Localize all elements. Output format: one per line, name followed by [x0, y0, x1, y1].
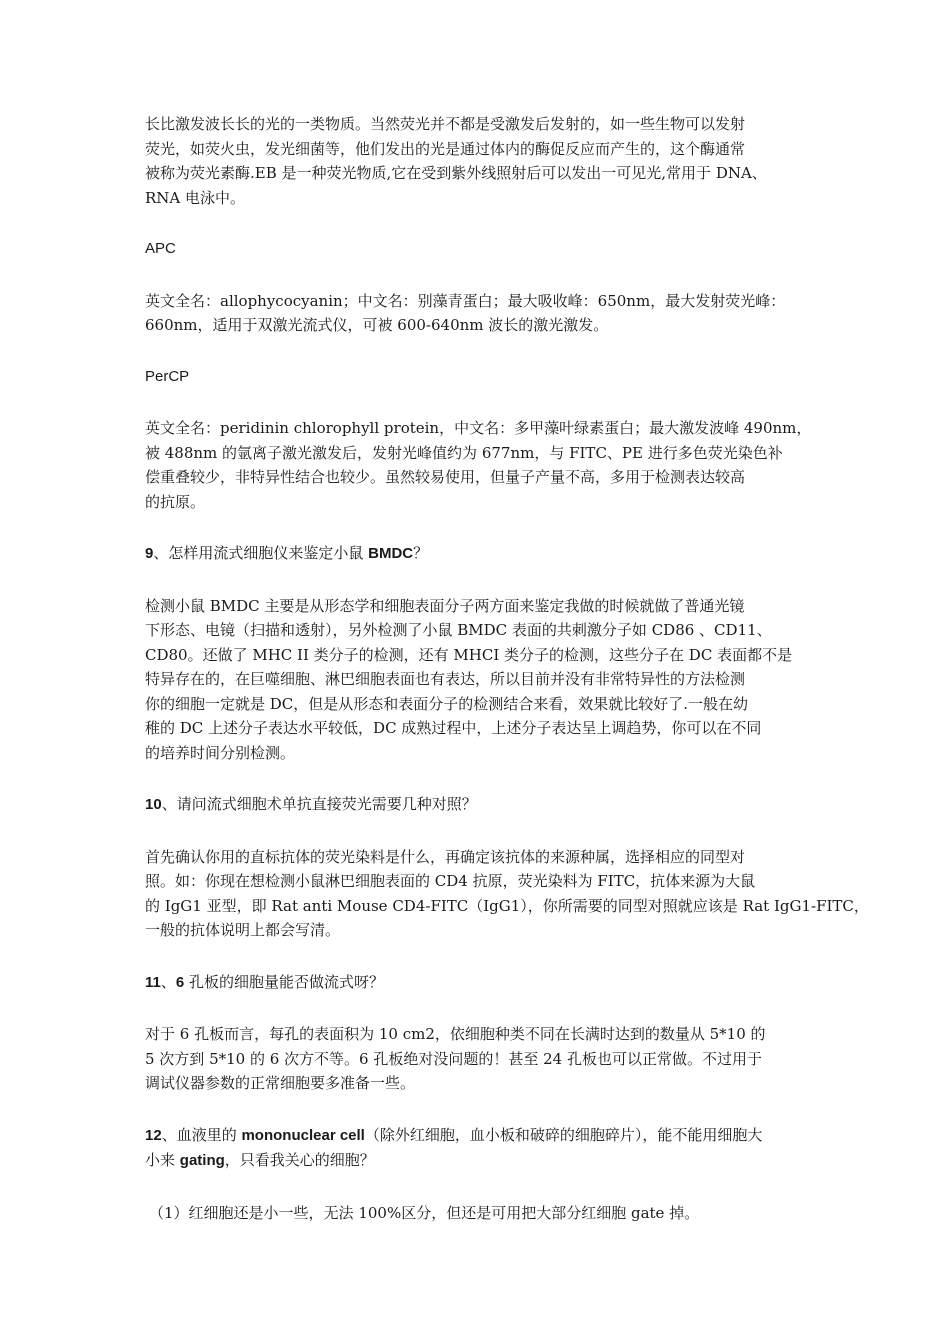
text-line: 的抗原。: [145, 492, 206, 511]
text-line: 照。如：你现在想检测小鼠淋巴细胞表面的 CD4 抗原，荧光染料为 FITC，抗体来源为大鼠: [145, 872, 756, 890]
text-line: 首先确认你用的直标抗体的荧光染料是什么，再确定该抗体的来源种属，选择相应的同型对: [145, 847, 746, 866]
text-line: 一般的抗体说明上都会写清。: [145, 921, 341, 939]
question-text: 小来: [145, 1151, 180, 1169]
question-term: 6: [175, 973, 185, 991]
text-line: 特异存在的，在巨噬细胞、淋巴细胞表面也有表达，所以目前并没有非常特异性的方法检测: [145, 670, 746, 688]
text-line: [145, 1148, 810, 1174]
question-term: mononuclear cell: [241, 1126, 365, 1144]
question-12-heading: [145, 1123, 810, 1174]
paragraph-answer-9: [145, 594, 810, 766]
document-page: [145, 112, 869, 1252]
question-text: 、请问流式细胞术单抗直接荧光需要几种对照？: [161, 795, 477, 813]
text-line: 的 IgG1 亚型，即 Rat anti Mouse CD4-FITC（IgG1），你所需要的同型对照就应该是 Rat IgG1-FITC，: [145, 896, 869, 915]
question-text: （除外红细胞，血小板和破碎的细胞碎片），能不能用细胞大: [364, 1125, 763, 1144]
question-end: 孔板的细胞量能否做流式呀？: [184, 972, 384, 991]
text-line: 检测小鼠 BMDC 主要是从形态学和细胞表面分子两方面来鉴定我做的时候就做了普通光镜: [145, 596, 745, 615]
question-number: 10: [145, 796, 162, 813]
text-line: 英文全名：allophycocyanin；中文名：别藻青蛋白；最大吸收峰：650nm，最大发射荧光峰：: [145, 291, 786, 310]
text-line: 被称为荧光素酶.EB 是一种荧光物质,它在受到紫外线照射后可以发出一可见光,常用于 DNA、: [145, 164, 767, 182]
question-number: 12: [145, 1126, 162, 1144]
question-11-heading: [145, 970, 810, 996]
text-line: 调试仪器参数的正常细胞要多准备一些。: [145, 1074, 416, 1092]
text-line: 英文全名：peridinin chlorophyll protein，中文名：多甲藻叶绿素蛋白；最大激发波峰 490nm，: [145, 419, 812, 437]
text-line: [145, 1123, 810, 1149]
question-text: 、: [160, 972, 176, 991]
section-label-apc: APC: [145, 240, 176, 257]
text-line: 荧光，如荧火虫，发光细菌等，他们发出的光是通过体内的酶促反应而产生的，这个酶通常: [145, 139, 746, 158]
section-label-percp: PerCP: [145, 367, 190, 385]
text-line: 5 次方到 5*10 的 6 次方不等。6 孔板绝对没问题的！甚至 24 孔板也可以正常做。不过用于: [145, 1049, 762, 1068]
text-line: 你的细胞一定就是 DC，但是从形态和表面分子的检测结合来看，效果就比较好了.一般在幼: [145, 694, 749, 713]
question-term: BMDC: [368, 545, 414, 562]
paragraph-percp: [145, 416, 810, 514]
question-number: 9: [145, 545, 154, 562]
text-line: 下形态、电镜（扫描和透射），另外检测了小鼠 BMDC 表面的共刺激分子如 CD86 、CD11、: [145, 621, 772, 639]
question-text: 、怎样用流式细胞仪来鉴定小鼠: [153, 544, 369, 562]
question-end: ，只看我关心的细胞？: [224, 1151, 375, 1169]
text-line: 660nm，适用于双激光流式仪，可被 600-640nm 波长的激光激发。: [145, 316, 609, 334]
question-term: gating: [179, 1152, 225, 1169]
question-number: 11: [145, 973, 161, 991]
question-10-heading: [145, 792, 810, 818]
question-9-heading: [145, 541, 810, 567]
text-line: 的培养时间分别检测。: [145, 743, 296, 762]
question-text: 、血液里的: [161, 1125, 242, 1144]
text-line: 长比激发波长长的光的一类物质。当然荧光并不都是受激发后发射的，如一些生物可以发射: [145, 115, 746, 133]
paragraph-answer-12-item-1: （1）红细胞还是小一些，无法 100%区分，但还是可用把大部分红细胞 gate 掉。: [149, 1203, 700, 1222]
paragraph-answer-10: [145, 845, 869, 943]
text-line: CD80。还做了 MHC II 类分子的检测，还有 MHCI 类分子的检测，这些分子在 DC 表面都不是: [145, 645, 793, 664]
text-line: 稚的 DC 上述分子表达水平较低，DC 成熟过程中，上述分子表达呈上调趋势，你可以在不同: [145, 719, 762, 737]
text-line: RNA 电泳中。: [145, 188, 246, 207]
paragraph-fluorescence-intro: [145, 112, 810, 210]
text-line: 被 488nm 的氩离子激光激发后，发射光峰值约为 677nm，与 FITC、PE 进行多色荧光染色补: [145, 443, 783, 462]
question-end: ？: [413, 544, 429, 562]
paragraph-apc: [145, 289, 810, 338]
text-line: 偿重叠较少，非特异性结合也较少。虽然较易使用，但量子产量不高，多用于检测表达较高: [145, 468, 746, 486]
paragraph-answer-11: [145, 1022, 810, 1096]
text-line: 对于 6 孔板而言，每孔的表面积为 10 cm2，依细胞种类不同在长满时达到的数量从 5*10 的: [145, 1025, 766, 1043]
